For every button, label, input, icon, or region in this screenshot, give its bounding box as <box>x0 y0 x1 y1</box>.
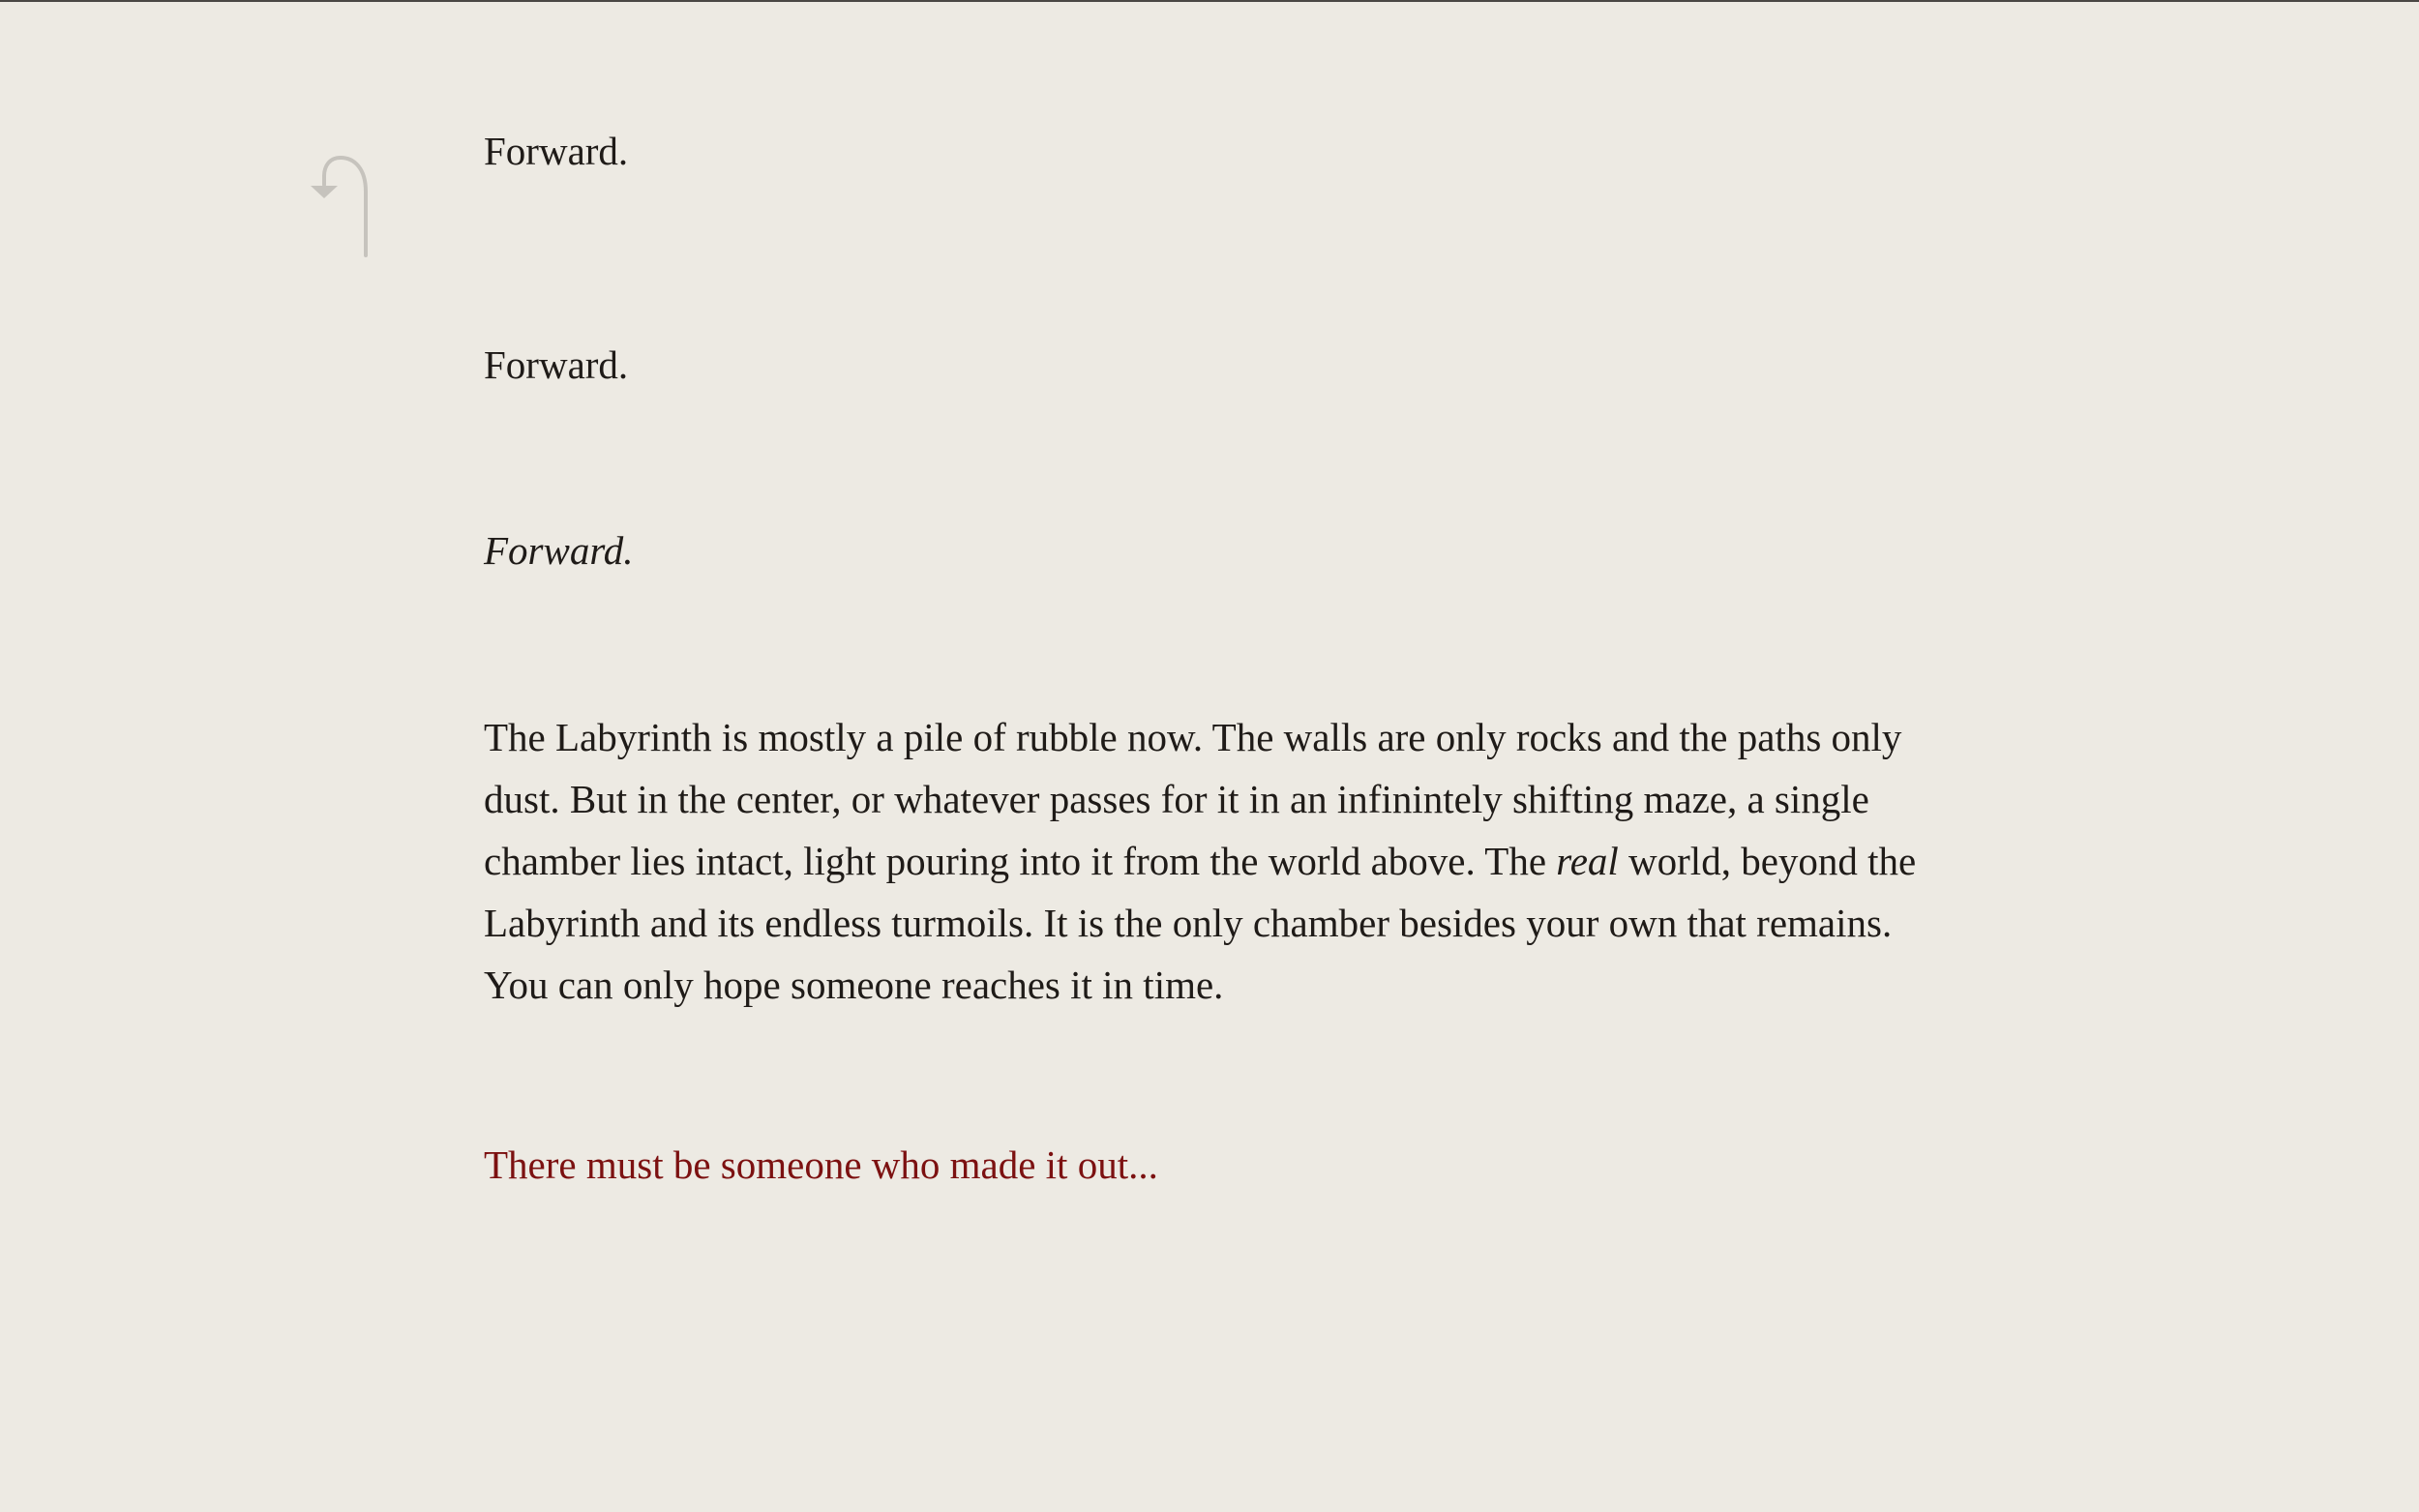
paragraph-line: You can only hope someone reaches it in time. <box>484 963 1224 1007</box>
paragraph-text: chamber lies intact, light pouring into it from the world above. The <box>484 839 1557 883</box>
story-line-forward: Forward. <box>484 342 629 387</box>
top-border <box>0 0 2419 2</box>
story-line-forward-emphasis: Forward. <box>484 528 634 573</box>
paragraph-line <box>484 830 1935 892</box>
paragraph-line: dust. But in the center, or whatever passes for it in an infinintely shifting maze, a single <box>484 777 1869 821</box>
back-arrow-icon <box>308 153 377 261</box>
story-paragraph <box>484 706 1935 1016</box>
paragraph-line: Labyrinth and its endless turmoils. It is the only chamber besides your own that remains. <box>484 901 1893 945</box>
paragraph-line: The Labyrinth is mostly a pile of rubble now. The walls are only rocks and the paths only <box>484 715 1902 759</box>
back-button[interactable] <box>308 153 377 261</box>
paragraph-text: world, beyond the <box>1618 839 1917 883</box>
story-choice-link[interactable]: There must be someone who made it out... <box>484 1142 1158 1187</box>
story-line-forward: Forward. <box>484 129 629 173</box>
emphasized-word: real <box>1556 839 1619 883</box>
